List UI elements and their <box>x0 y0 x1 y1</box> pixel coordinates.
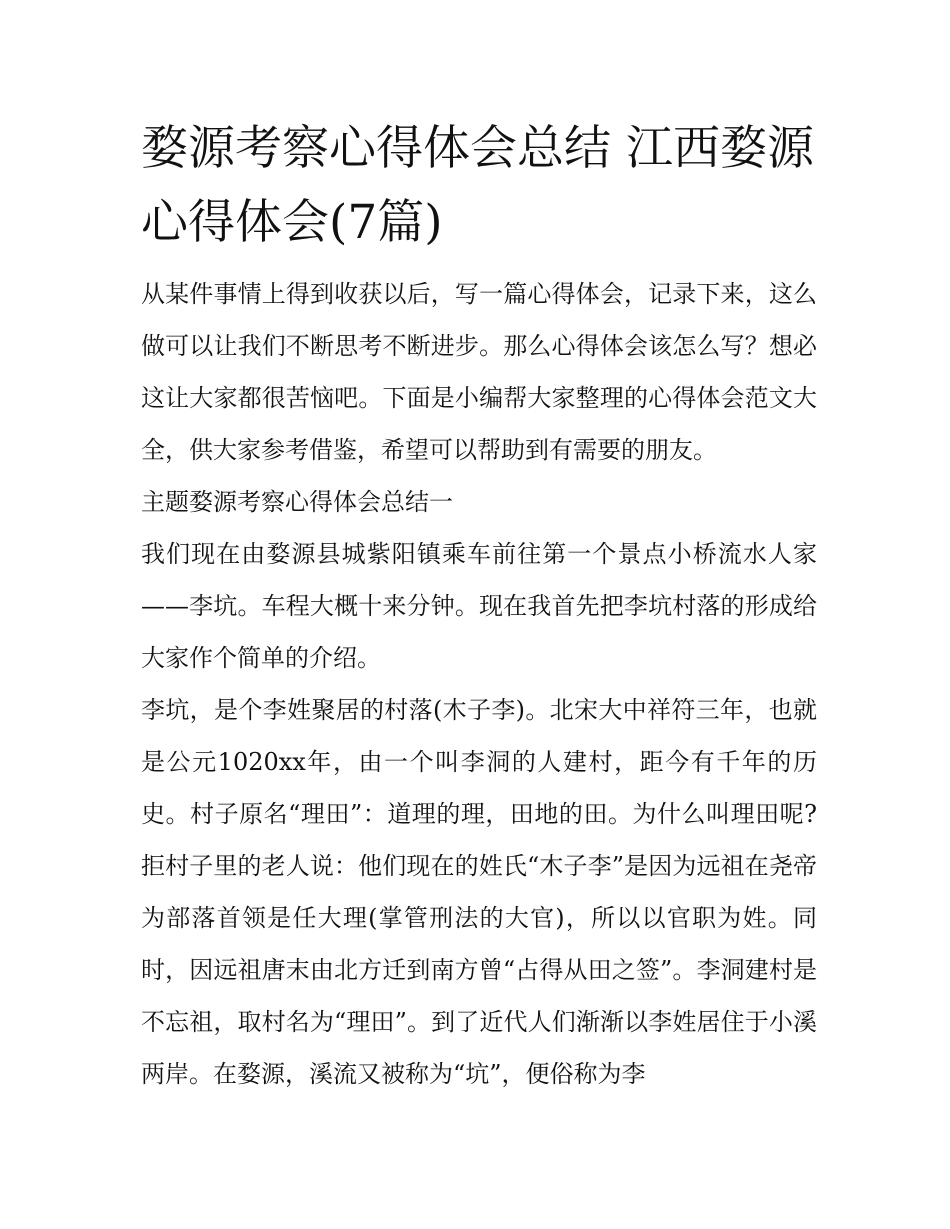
document-title: 婺源考察心得体会总结 江西婺源心得体会(7篇) <box>141 121 814 250</box>
document-content <box>141 112 817 1100</box>
title-block <box>141 112 817 260</box>
body-paragraph: 我们现在由婺源县城紫阳镇乘车前往第一个景点小桥流水人家——李坑。车程大概十来分钟。现在我首先把李坑村落的形成给大家作个简单的介绍。 <box>141 540 817 672</box>
document-body <box>141 268 817 1100</box>
body-paragraph: 李坑，是个李姓聚居的村落(木子李)。北宋大中祥符三年，也就是公元1020xx年，由一个叫李洞的人建村，距今有千年的历史。村子原名“理田”：道理的理，田地的田。为什么叫理田呢?拒村子里的老人说：他们现在的姓氏“木子李”是因为远祖在尧帝为部落首领是任大理(掌管刑法的大官)，所以以官职为姓。同时，因远祖唐末由北方迁到南方曾“占得从田之签”。李洞建村是不忘祖，取村名为“理田”。到了近代人们渐渐以李姓居住于小溪两岸。在婺源，溪流又被称为“坑”，便俗称为李 <box>141 696 817 1088</box>
section-heading: 主题婺源考察心得体会总结一 <box>141 488 453 516</box>
intro-paragraph: 从某件事情上得到收获以后，写一篇心得体会，记录下来，这么做可以让我们不断思考不断进步。那么心得体会该怎么写？想必这让大家都很苦恼吧。下面是小编帮大家整理的心得体会范文大全，供大家参考借鉴，希望可以帮助到有需要的朋友。 <box>141 280 817 464</box>
